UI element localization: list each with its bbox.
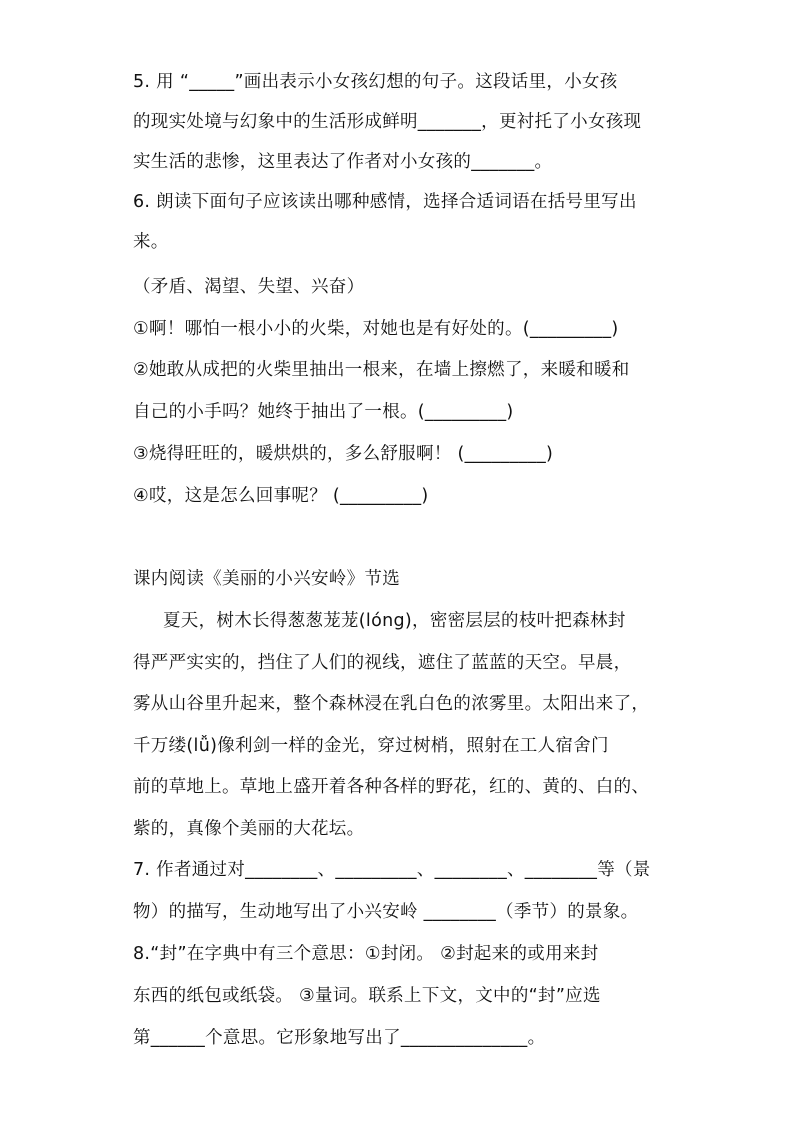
question-7-line-1: 7. 作者通过对________、_________、________、________等（景 <box>133 860 651 880</box>
question-8-line-3: 第______个意思。它形象地写出了______________。 <box>133 1028 546 1048</box>
question-5-line-2: 的现实处境与幻象中的生活形成鲜明_______，更衬托了小女孩现 <box>133 112 642 132</box>
passage-line-6: 紫的，真像个美丽的大花坛。 <box>133 819 365 839</box>
sentence-4: ④哎，这是怎么回事呢？ (_________) <box>133 486 429 506</box>
sentence-2-line-2: 自己的小手吗？她终于抽出了一根。(_________) <box>133 402 514 422</box>
question-8-line-1: 8.“封”在字典中有三个意思：①封闭。 ②封起来的或用来封 <box>133 944 599 964</box>
question-7-line-2: 物）的描写，生动地写出了小兴安岭 ________（季节）的景象。 <box>133 902 639 922</box>
question-5-line-3: 实生活的悲惨，这里表达了作者对小女孩的_______。 <box>133 152 553 172</box>
word-options: （矛盾、渴望、失望、兴奋） <box>133 277 365 297</box>
reading-section-title: 课内阅读《美丽的小兴安岭》节选 <box>133 569 400 589</box>
passage-line-2: 得严严实实的，挡住了人们的视线，遮住了蓝蓝的天空。早晨， <box>133 653 632 673</box>
question-8-line-2: 东西的纸包或纸袋。 ③量词。联系上下文，文中的“封”应选 <box>133 986 601 1006</box>
passage-line-4: 千万缕(lǚ)像利剑一样的金光，穿过树梢，照射在工人宿舍门 <box>133 736 609 756</box>
sentence-3: ③烧得旺旺的，暖烘烘的，多么舒服啊！ (_________) <box>133 444 554 464</box>
passage-line-3: 雾从山谷里升起来，整个森林浸在乳白色的浓雾里。太阳出来了， <box>133 694 650 714</box>
question-6-line-1: 6. 朗读下面句子应该读出哪种感情，选择合适词语在括号里写出 <box>133 192 637 212</box>
question-6-line-2: 来。 <box>133 232 169 252</box>
passage-line-1: 夏天，树木长得葱葱茏茏(lóng)，密密层层的枝叶把森林封 <box>163 611 626 631</box>
sentence-2-line-1: ②她敢从成把的火柴里抽出一根来，在墙上擦燃了，来暖和暖和 <box>133 360 630 380</box>
question-5-line-1: 5. 用 “_____”画出表示小女孩幻想的句子。这段话里，小女孩 <box>133 72 618 92</box>
passage-line-5: 前的草地上。草地上盛开着各种各样的野花，红的、黄的、白的、 <box>133 777 650 797</box>
sentence-1: ①啊！哪怕一根小小的火柴，对她也是有好处的。(_________) <box>133 319 619 339</box>
